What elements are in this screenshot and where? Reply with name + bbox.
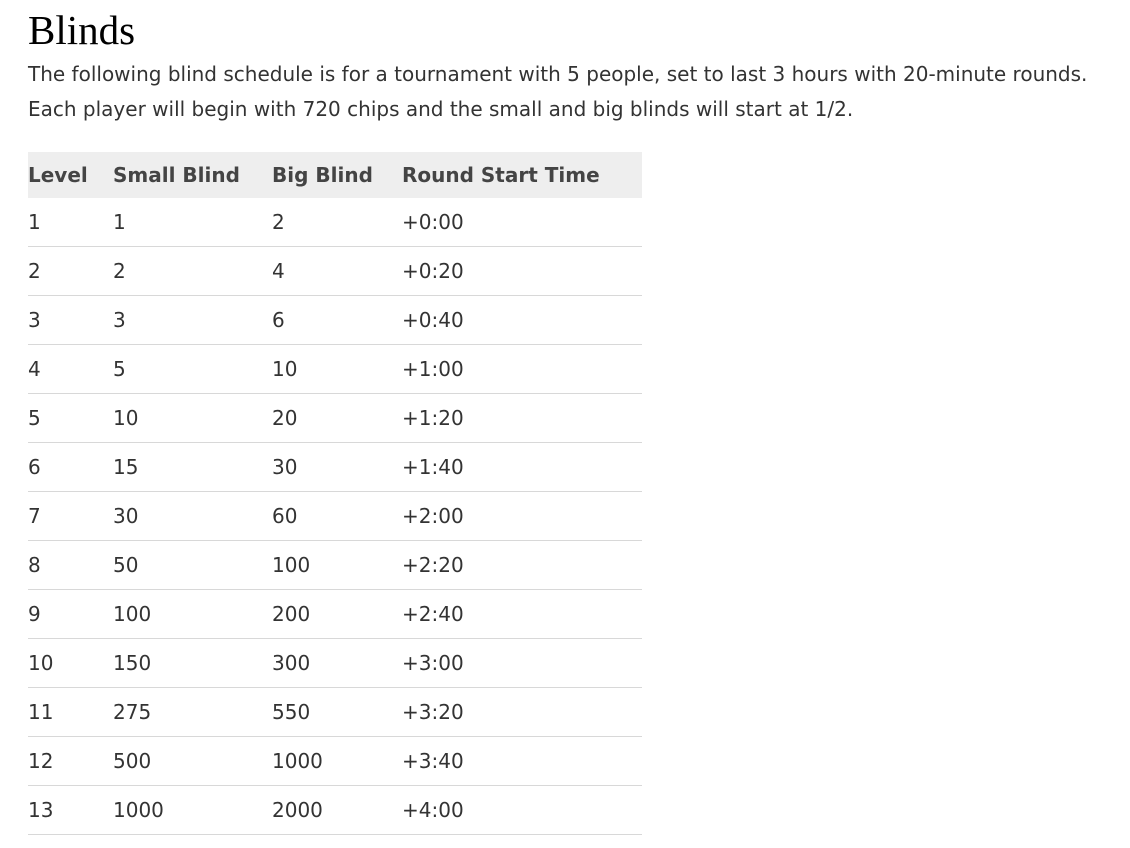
cell-round-start-time: +3:20 [402,688,642,737]
table-row [28,541,642,590]
cell-round-start-time: +1:20 [402,394,642,443]
table-body [28,198,642,835]
table-row [28,443,642,492]
cell-small-blind: 50 [113,541,272,590]
header-level: Level [28,163,88,187]
cell-big-blind: 30 [272,443,402,492]
table-row [28,590,642,639]
cell-big-blind: 20 [272,394,402,443]
table-row [28,296,642,345]
cell-small-blind: 15 [113,443,272,492]
cell-level: 7 [28,492,113,541]
cell-level: 6 [28,443,113,492]
cell-round-start-time: +0:00 [402,198,642,247]
cell-round-start-time: +2:20 [402,541,642,590]
cell-level: 13 [28,786,113,835]
cell-round-start-time: +2:40 [402,590,642,639]
cell-level: 1 [28,198,113,247]
cell-small-blind: 30 [113,492,272,541]
table-row [28,345,642,394]
cell-big-blind: 10 [272,345,402,394]
cell-level: 8 [28,541,113,590]
cell-big-blind: 1000 [272,737,402,786]
cell-big-blind: 60 [272,492,402,541]
cell-round-start-time: +2:00 [402,492,642,541]
table-row [28,247,642,296]
table-row [28,639,642,688]
table-row [28,394,642,443]
cell-round-start-time: +0:40 [402,296,642,345]
header-big-blind: Big Blind [272,163,373,187]
cell-level: 10 [28,639,113,688]
cell-small-blind: 275 [113,688,272,737]
cell-level: 4 [28,345,113,394]
cell-level: 5 [28,394,113,443]
cell-small-blind: 150 [113,639,272,688]
table-row [28,737,642,786]
cell-big-blind: 6 [272,296,402,345]
intro-paragraph: The following blind schedule is for a tournament with 5 people, set to last 3 hours with 20-minute rounds. Each player will begin with 720 chips and the small and big blinds will start at 1/2. [28,62,1088,121]
table-row [28,492,642,541]
cell-round-start-time: +0:20 [402,247,642,296]
cell-level: 3 [28,296,113,345]
cell-level: 11 [28,688,113,737]
cell-big-blind: 4 [272,247,402,296]
table-row [28,688,642,737]
cell-level: 2 [28,247,113,296]
cell-level: 9 [28,590,113,639]
cell-small-blind: 10 [113,394,272,443]
cell-small-blind: 100 [113,590,272,639]
table-row [28,198,642,247]
blind-schedule-table [28,152,642,835]
cell-round-start-time: +1:40 [402,443,642,492]
cell-small-blind: 1 [113,198,272,247]
header-round-start-time: Round Start Time [402,163,600,187]
page-title: Blinds [28,7,136,53]
header-small-blind: Small Blind [113,163,240,187]
cell-small-blind: 5 [113,345,272,394]
cell-small-blind: 3 [113,296,272,345]
table-row [28,786,642,835]
cell-small-blind: 500 [113,737,272,786]
cell-round-start-time: +3:00 [402,639,642,688]
cell-big-blind: 200 [272,590,402,639]
cell-small-blind: 2 [113,247,272,296]
table-header [28,152,642,198]
cell-round-start-time: +3:40 [402,737,642,786]
cell-small-blind: 1000 [113,786,272,835]
cell-big-blind: 300 [272,639,402,688]
header-row [28,152,642,198]
cell-round-start-time: +1:00 [402,345,642,394]
cell-big-blind: 2000 [272,786,402,835]
cell-big-blind: 550 [272,688,402,737]
cell-round-start-time: +4:00 [402,786,642,835]
cell-big-blind: 100 [272,541,402,590]
cell-level: 12 [28,737,113,786]
cell-big-blind: 2 [272,198,402,247]
